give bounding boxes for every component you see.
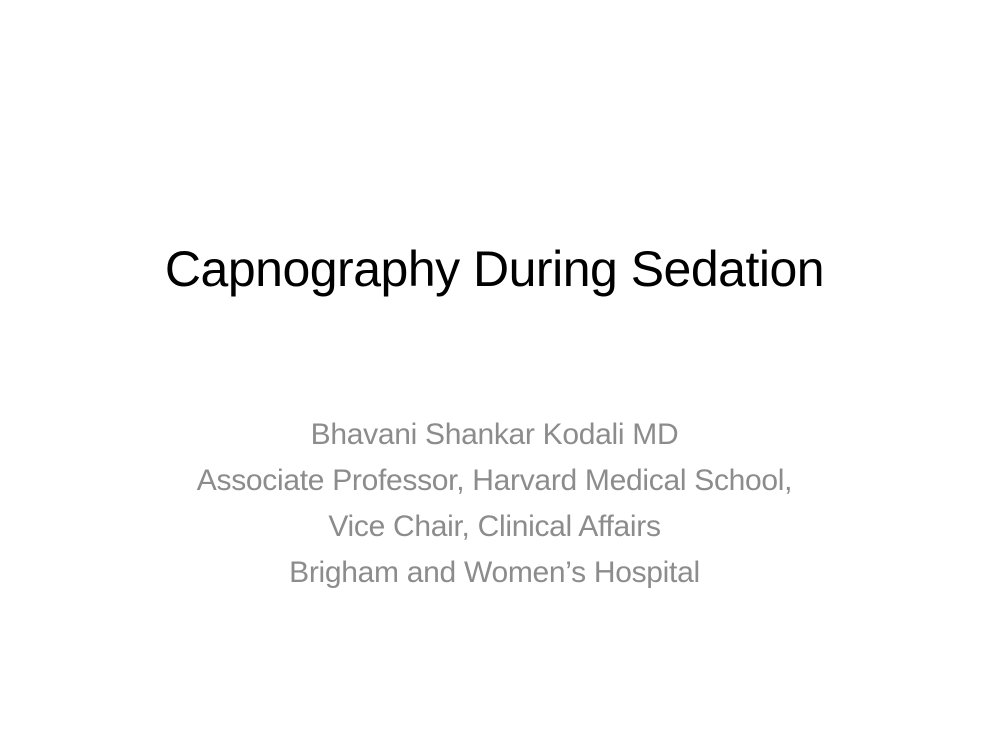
presenter-institution: Brigham and Women’s Hospital bbox=[289, 556, 700, 589]
presenter-role: Vice Chair, Clinical Affairs bbox=[328, 510, 661, 543]
slide-title: Capnography During Sedation bbox=[164, 241, 825, 297]
presenter-position: Associate Professor, Harvard Medical School, bbox=[196, 464, 793, 497]
slide-subtitle bbox=[0, 412, 989, 596]
presenter-name: Bhavani Shankar Kodali MD bbox=[310, 418, 679, 451]
